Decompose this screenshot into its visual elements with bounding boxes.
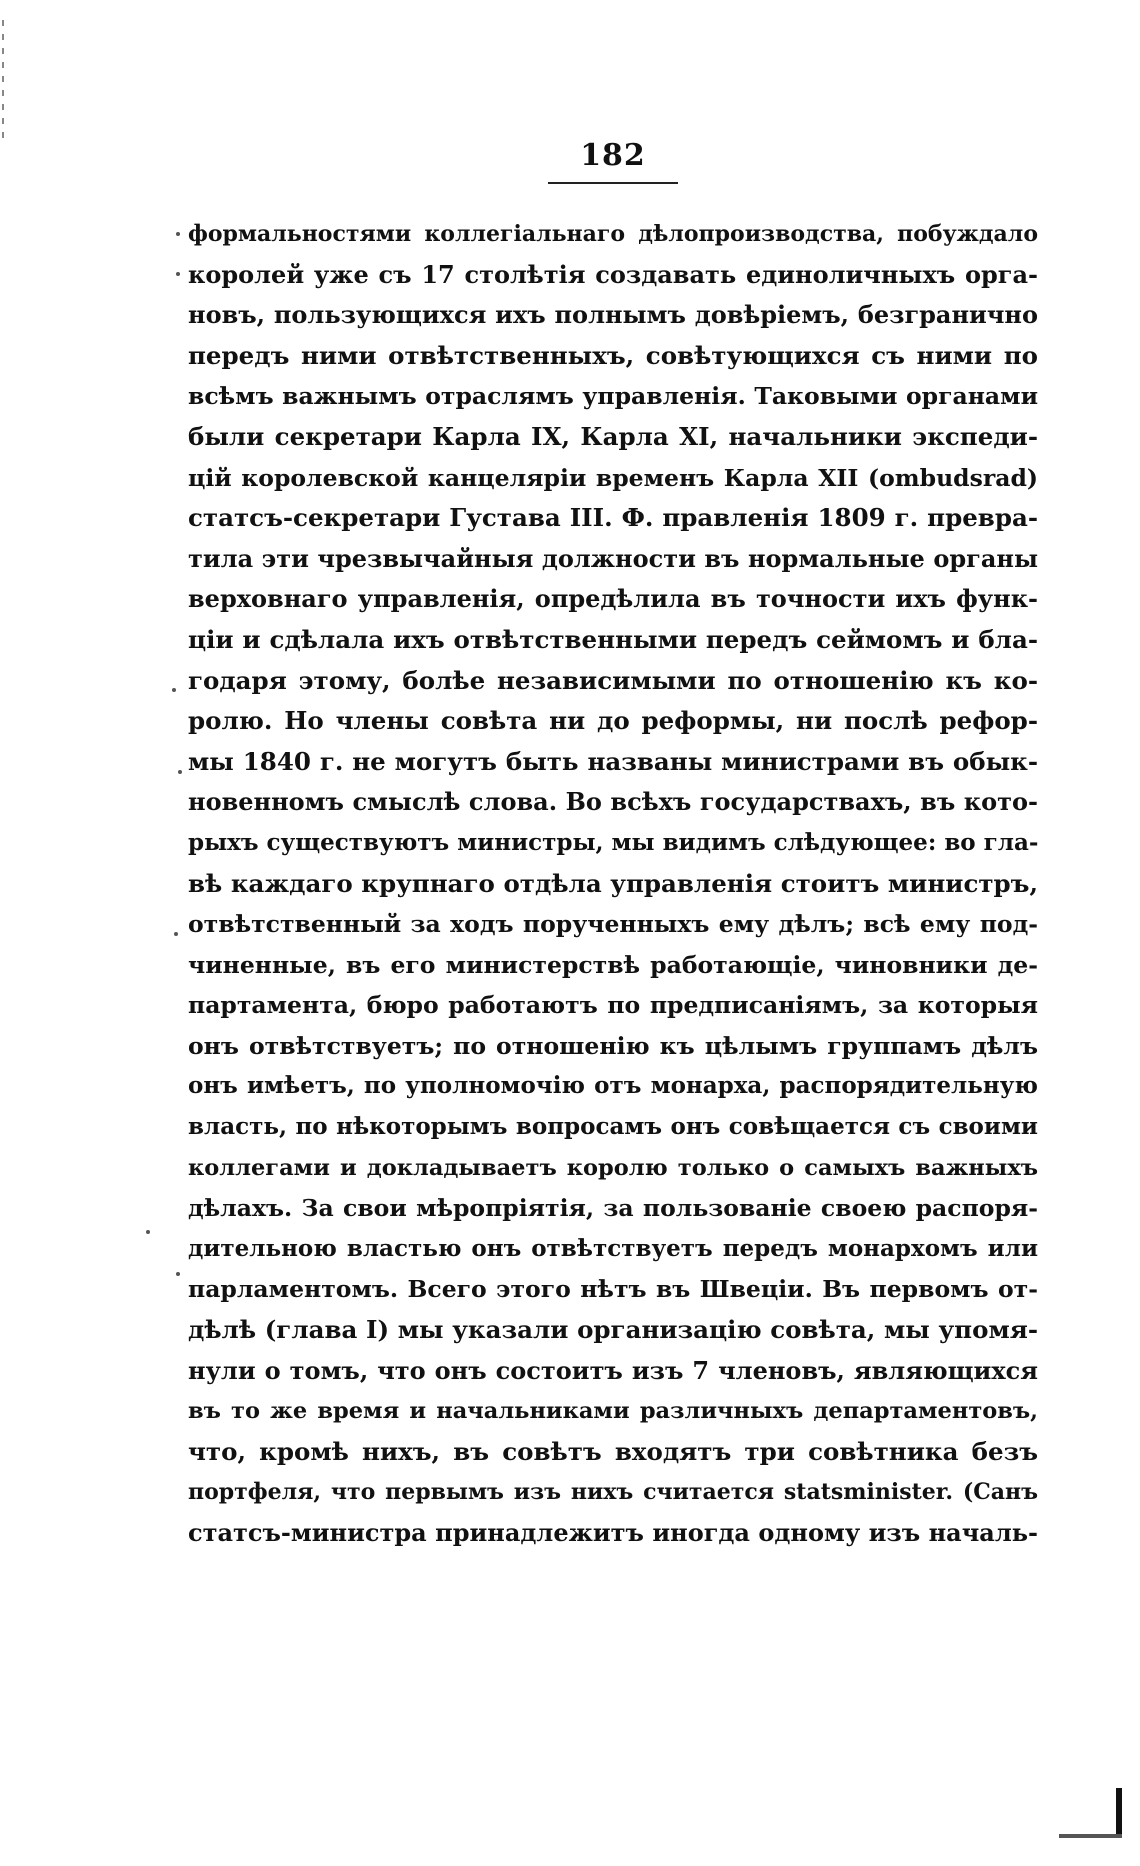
text-line: ціи и сдѣлала ихъ отвѣтственными передъ сеймомъ и бла-	[188, 624, 1038, 654]
text-line: чиненные, въ его министерствѣ работающіе, чиновники де-	[188, 950, 1038, 979]
margin-speck	[146, 1230, 150, 1234]
text-line: мы 1840 г. не могутъ быть названы министрами въ обык-	[188, 746, 1038, 776]
text-line: верховнаго управленія, опредѣлила въ точности ихъ функ-	[188, 584, 1038, 614]
text-line: вѣ каждаго крупнаго отдѣла управленія стоитъ министръ,	[188, 868, 1038, 898]
text-line: статсъ-министра принадлежитъ иногда одному изъ началь-	[188, 1518, 1038, 1547]
text-line: дительною властью онъ отвѣтствуетъ передъ монархомъ или	[188, 1234, 1038, 1262]
text-line: въ то же время и начальниками различныхъ департаментовъ,	[188, 1398, 1038, 1425]
page-number: 182	[580, 138, 646, 173]
margin-speck	[178, 770, 182, 774]
scan-edge-mark	[2, 20, 4, 140]
text-line: передъ ними отвѣтственныхъ, совѣтующихся съ ними по	[188, 340, 1038, 370]
text-line: всѣмъ важнымъ отраслямъ управленія. Таковыми органами	[188, 382, 1038, 411]
scan-corner-mark	[1116, 1676, 1122, 1836]
text-line: власть, по нѣкоторымъ вопросамъ онъ совѣщается съ своими	[188, 1113, 1038, 1141]
text-line: портфеля, что первымъ изъ нихъ считается statsminister. (Санъ	[188, 1479, 1038, 1506]
text-line: статсъ-секретари Густава III. Ф. правленія 1809 г. превра-	[188, 503, 1038, 533]
text-line: нули о томъ, что онъ состоитъ изъ 7 членовъ, являющихся	[188, 1355, 1038, 1385]
margin-speck	[172, 688, 176, 692]
text-line: партамента, бюро работаютъ по предписаніямъ, за которыя	[188, 991, 1038, 1020]
text-line: дѣлѣ (глава I) мы указали организацію совѣта, мы упомя-	[188, 1315, 1038, 1345]
text-line: формальностями коллегіальнаго дѣлопроизводства, побуждало	[188, 221, 1038, 247]
text-line: отвѣтственный за ходъ порученныхъ ему дѣлъ; всѣ ему под-	[188, 910, 1038, 939]
margin-speck	[174, 932, 178, 936]
text-line: дѣлахъ. За свои мѣропріятія, за пользованіе своею распоря-	[188, 1194, 1038, 1223]
margin-speck	[176, 272, 180, 276]
text-line: новъ, пользующихся ихъ полнымъ довѣріемъ, безгранично	[188, 300, 1038, 330]
text-line: парламентомъ. Всего этого нѣтъ въ Швеціи. Въ первомъ от-	[188, 1275, 1038, 1304]
page-number-rule	[548, 182, 678, 184]
text-line: коллегами и докладываетъ королю только о самыхъ важныхъ	[188, 1154, 1038, 1181]
text-line: тила эти чрезвычайныя должности въ нормальные органы	[188, 543, 1038, 573]
margin-speck	[176, 1272, 180, 1276]
scan-corner-foot	[1032, 1834, 1122, 1838]
text-line: годаря этому, болѣе независимыми по отношенію къ ко-	[188, 665, 1038, 695]
text-line: цій королевской канцеляріи временъ Карла XII (ombudsrad)	[188, 463, 1038, 492]
text-line: ролю. Но члены совѣта ни до реформы, ни послѣ рефор-	[188, 706, 1038, 736]
text-line: королей уже съ 17 столѣтія создавать единоличныхъ орга-	[188, 259, 1038, 289]
text-line: новенномъ смыслѣ слова. Во всѣхъ государствахъ, въ кото-	[188, 787, 1038, 817]
text-line: онъ отвѣтствуетъ; по отношенію къ цѣлымъ группамъ дѣлъ	[188, 1031, 1038, 1060]
text-line: были секретари Карла IX, Карла XI, начальники экспеди-	[188, 421, 1038, 451]
text-line: онъ имѣетъ, по уполномочію отъ монарха, распорядительную	[188, 1072, 1038, 1100]
margin-speck	[176, 232, 180, 236]
text-line: что, кромѣ нихъ, въ совѣтъ входятъ три совѣтника безъ	[188, 1436, 1038, 1466]
body-text	[188, 214, 1038, 1554]
text-line: рыхъ существуютъ министры, мы видимъ слѣдующее: во гла-	[188, 828, 1038, 856]
